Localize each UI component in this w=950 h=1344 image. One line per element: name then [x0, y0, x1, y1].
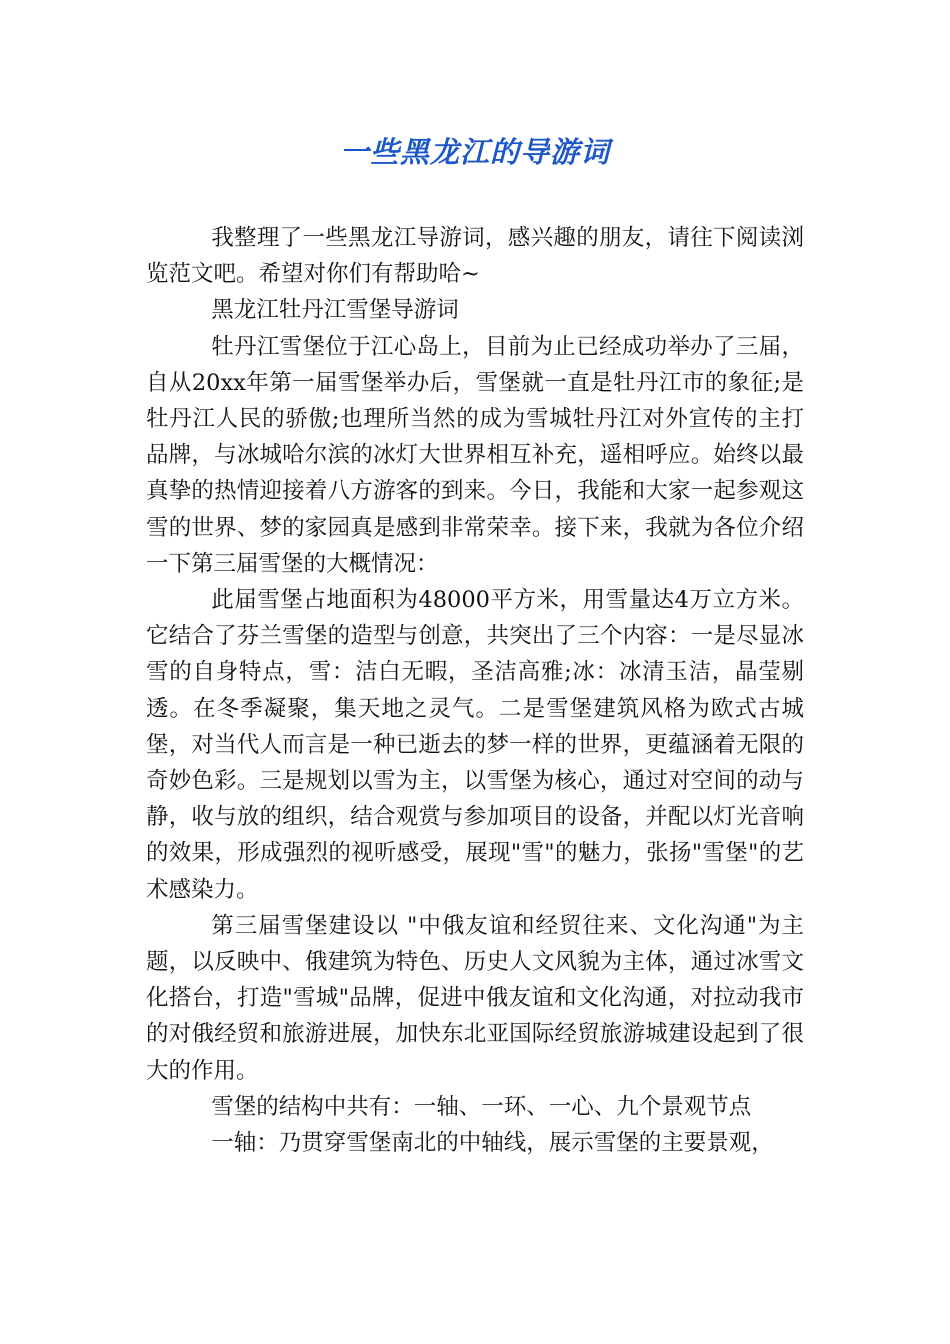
paragraph-structure: 雪堡的结构中共有：一轴、一环、一心、九个景观节点 [211, 1093, 752, 1120]
paragraph-axis: 一轴：乃贯穿雪堡南北的中轴线，展示雪堡的主要景观， [211, 1130, 774, 1157]
paragraph-overview: 牡丹江雪堡位于江心岛上，目前为止已经成功举办了三届，自从20xx年第一届雪堡举办后，雪堡就一直是牡丹江市的象征;是牡丹江人民的骄傲;也理所当然的成为雪城牡丹江对外宣传的主打品牌，与冰城哈尔滨的冰灯大世界相互补充，遥相呼应。始终以最真挚的热情迎接着八方游客的到来。今日，我能和大家一起参观这雪的世界、梦的家园真是感到非常荣幸。接下来，我就为各位介绍一下第三届雪堡的大概情况： [146, 333, 804, 577]
paragraph-intro: 我整理了一些黑龙江导游词，感兴趣的朋友，请往下阅读浏览范文吧。希望对你们有帮助哈~ [146, 225, 804, 288]
document-title: 一些黑龙江的导游词 [339, 135, 610, 169]
document-body [146, 220, 804, 1161]
paragraph-subtitle: 黑龙江牡丹江雪堡导游词 [211, 297, 459, 324]
paragraph-theme: 第三届雪堡建设以 "中俄友谊和经贸往来、文化沟通"为主题，以反映中、俄建筑为特色、历史人文风貌为主体，通过冰雪文化搭台，打造"雪城"品牌，促进中俄友谊和文化沟通，对拉动我市的对俄经贸和旅游进展，加快东北亚国际经贸旅游城建设起到了很大的作用。 [146, 912, 804, 1084]
paragraph-features: 此届雪堡占地面积为48000平方米，用雪量达4万立方米。它结合了芬兰雪堡的造型与创意，共突出了三个内容：一是尽显冰雪的自身特点，雪：洁白无暇，圣洁高雅;冰：冰清玉洁，晶莹剔透。在冬季凝聚，集天地之灵气。二是雪堡建筑风格为欧式古城堡，对当代人而言是一种已逝去的梦一样的世界，更蕴涵着无限的奇妙色彩。三是规划以雪为主，以雪堡为核心，通过对空间的动与静，收与放的组织，结合观赏与参加项目的设备，并配以灯光音响的效果，形成强烈的视听感受，展现"雪"的魅力，张扬"雪堡"的艺术感染力。 [146, 587, 804, 903]
